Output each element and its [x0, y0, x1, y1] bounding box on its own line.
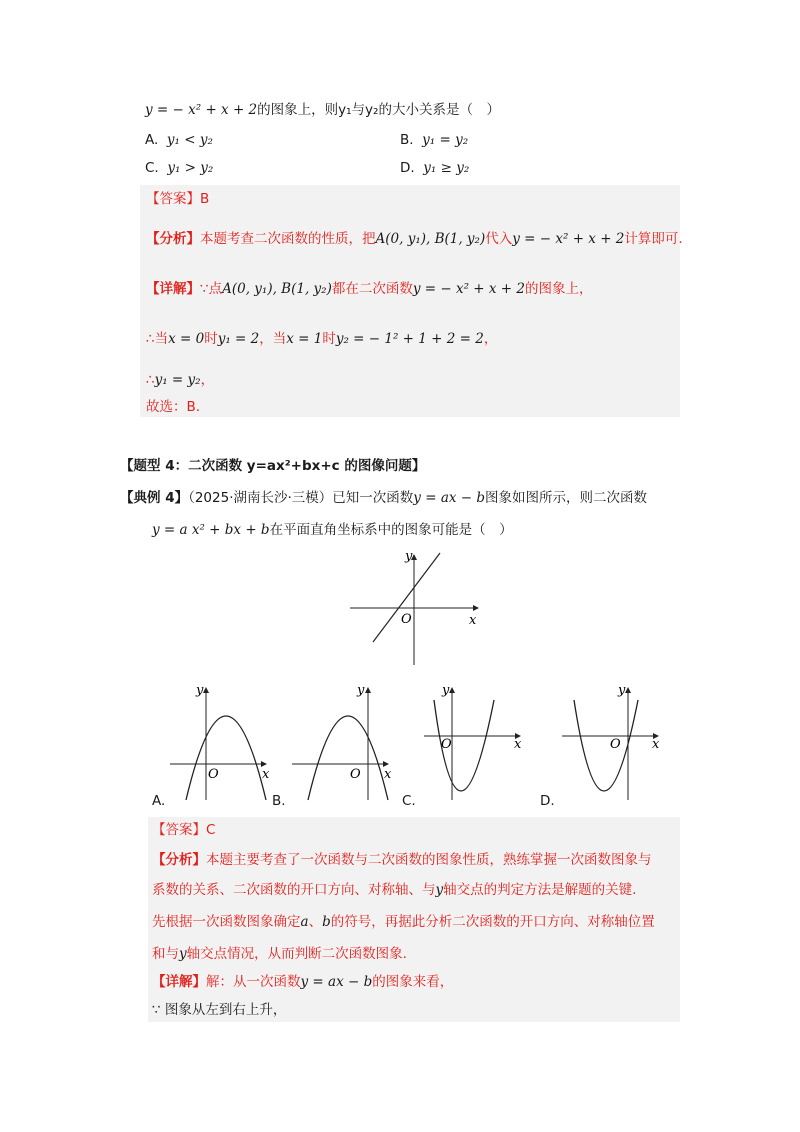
ex4-since: ∵ 图象从左到右上升，	[152, 1002, 287, 1018]
analysis-text: 轴交点的判定方法是解题的关键.	[443, 882, 637, 898]
q3-analysis	[146, 229, 683, 249]
calc-t3: 时	[322, 331, 336, 347]
q3-conclusion	[146, 370, 214, 390]
detail-label: 【详解】	[152, 974, 206, 990]
q3-stem-formula: y = − x² + x + 2	[145, 102, 258, 118]
parabola	[186, 716, 266, 800]
concl-pre: ∴	[146, 372, 155, 388]
x-axis-label: x	[384, 767, 392, 782]
x-axis-label: x	[262, 767, 270, 782]
detail-text: 的图象来看，	[372, 974, 454, 990]
q3-answer: 【答案】B	[146, 191, 210, 207]
analysis-end: 计算即可.	[624, 231, 683, 247]
detail-label: 【详解】	[146, 281, 200, 297]
q3-option-c	[145, 158, 213, 178]
calc-x0: x = 0	[168, 331, 205, 347]
q3-option-b	[400, 130, 468, 150]
analysis-text: 的符号，再据此分析二次函数的开口方向、对称轴位置	[330, 914, 655, 930]
parabola	[308, 716, 388, 800]
option-text: y₁ = y₂	[422, 132, 469, 148]
q3-option-d	[400, 158, 469, 178]
ex4-text1: 图象如图所示，则二次函数	[485, 490, 648, 506]
analysis-text: 、	[308, 914, 323, 930]
analysis-text: 本题考查二次函数的性质，把	[200, 231, 376, 247]
analysis-text: 本题主要考查了一次函数与二次函数的图象性质，熟练掌握一次函数图象与	[206, 852, 652, 868]
ex4-quad: y = a x² + bx + b	[152, 522, 270, 538]
analysis-var: a	[300, 914, 309, 930]
x-axis-label: x	[652, 737, 660, 752]
detail-end: 的图象上，	[524, 281, 593, 297]
ex4-line1	[120, 488, 647, 508]
option-letter: D.	[400, 160, 415, 176]
ex4-analysis-l1	[152, 850, 652, 870]
option-text: y₁ ≥ y₂	[423, 160, 470, 176]
calc-y1: y₁ = 2	[217, 331, 260, 347]
q3-solution-box	[140, 185, 683, 417]
x-axis-label: x	[469, 613, 477, 628]
option-b-label: B.	[272, 793, 286, 809]
option-letter: C.	[145, 160, 159, 176]
origin-label: O	[441, 737, 452, 752]
option-text: y₁ < y₂	[166, 132, 213, 148]
analysis-points: A(0, y₁), B(1, y₂)	[375, 231, 486, 247]
option-a-label: A.	[152, 793, 166, 809]
ex4-analysis-l3	[152, 912, 655, 932]
origin-label: O	[401, 612, 412, 627]
analysis-text: 系数的关系、二次函数的开口方向、对称轴、与	[152, 882, 436, 898]
ex4-line2	[152, 520, 513, 540]
calc-x1: x = 1	[286, 331, 323, 347]
calc-t2: ，当	[259, 331, 287, 347]
option-c-graph	[422, 682, 534, 804]
detail-formula: y = ax − b	[300, 974, 373, 990]
detail-mid: 都在二次函数	[331, 281, 413, 297]
ex4-label: 【典例 4】	[120, 490, 189, 506]
analysis-var: y	[179, 946, 187, 962]
analysis-text: 轴交点情况，从而判断二次函数图象.	[186, 946, 407, 962]
calc-t1: 时	[204, 331, 218, 347]
y-axis-label: y	[405, 549, 413, 564]
calc-pre: ∴当	[146, 331, 169, 347]
origin-label: O	[208, 767, 219, 782]
ex4-analysis-l2	[152, 880, 636, 900]
x-axis-label: x	[514, 737, 522, 752]
q3-stem	[145, 100, 500, 120]
option-b-graph	[290, 682, 402, 804]
analysis-text: 先根据一次函数图象确定	[152, 914, 301, 930]
option-a-graph	[168, 682, 280, 804]
calc-y2: y₂ = − 1² + 1 + 2 = 2	[335, 331, 484, 347]
analysis-label: 【分析】	[152, 852, 206, 868]
option-d-graph	[560, 682, 672, 804]
calc-end: ，	[483, 331, 498, 347]
detail-text: 解：从一次函数	[206, 974, 301, 990]
detail-formula: y = − x² + x + 2	[412, 281, 525, 297]
y-axis-label: y	[442, 683, 450, 698]
ex4-source: （2025·湖南长沙·三模）已知一次函数	[188, 490, 414, 506]
analysis-formula: y = − x² + x + 2	[512, 231, 625, 247]
ex4-text2: 在平面直角坐标系中的图象可能是（ ）	[269, 522, 513, 538]
ex4-analysis-l4	[152, 944, 407, 964]
q3-detail	[146, 279, 592, 299]
analysis-text: 和与	[152, 946, 179, 962]
linear-line	[373, 553, 440, 642]
q3-stem-text: 的图象上，则y₁与y₂的大小关系是（ ）	[257, 102, 500, 118]
linear-graph	[345, 545, 485, 670]
concl-end: ，	[200, 372, 215, 388]
ex4-detail	[152, 972, 453, 992]
analysis-sub: 代入	[485, 231, 513, 247]
detail-pre: ∵点	[200, 281, 223, 297]
y-axis-label: y	[357, 683, 365, 698]
option-letter: A.	[145, 132, 159, 148]
option-c-label: C.	[402, 793, 416, 809]
concl-formula: y₁ = y₂	[154, 372, 201, 388]
detail-points: A(0, y₁), B(1, y₂)	[222, 281, 332, 297]
analysis-var: b	[322, 914, 331, 930]
q3-choose: 故选：B.	[146, 399, 201, 415]
analysis-label: 【分析】	[146, 231, 200, 247]
q3-calc	[146, 329, 497, 349]
ex4-answer: 【答案】C	[152, 822, 216, 838]
analysis-var: y	[435, 882, 444, 898]
option-letter: B.	[400, 132, 414, 148]
y-axis-label: y	[618, 683, 626, 698]
option-text: y₁ > y₂	[167, 160, 214, 176]
ex4-linear: y = ax − b	[413, 490, 486, 506]
q3-option-a	[145, 130, 213, 150]
y-axis-label: y	[196, 683, 204, 698]
type4-title: 【题型 4：二次函数 y=ax²+bx+c 的图像问题】	[120, 458, 426, 474]
option-d-label: D.	[540, 793, 555, 809]
origin-label: O	[610, 737, 621, 752]
origin-label: O	[350, 767, 361, 782]
